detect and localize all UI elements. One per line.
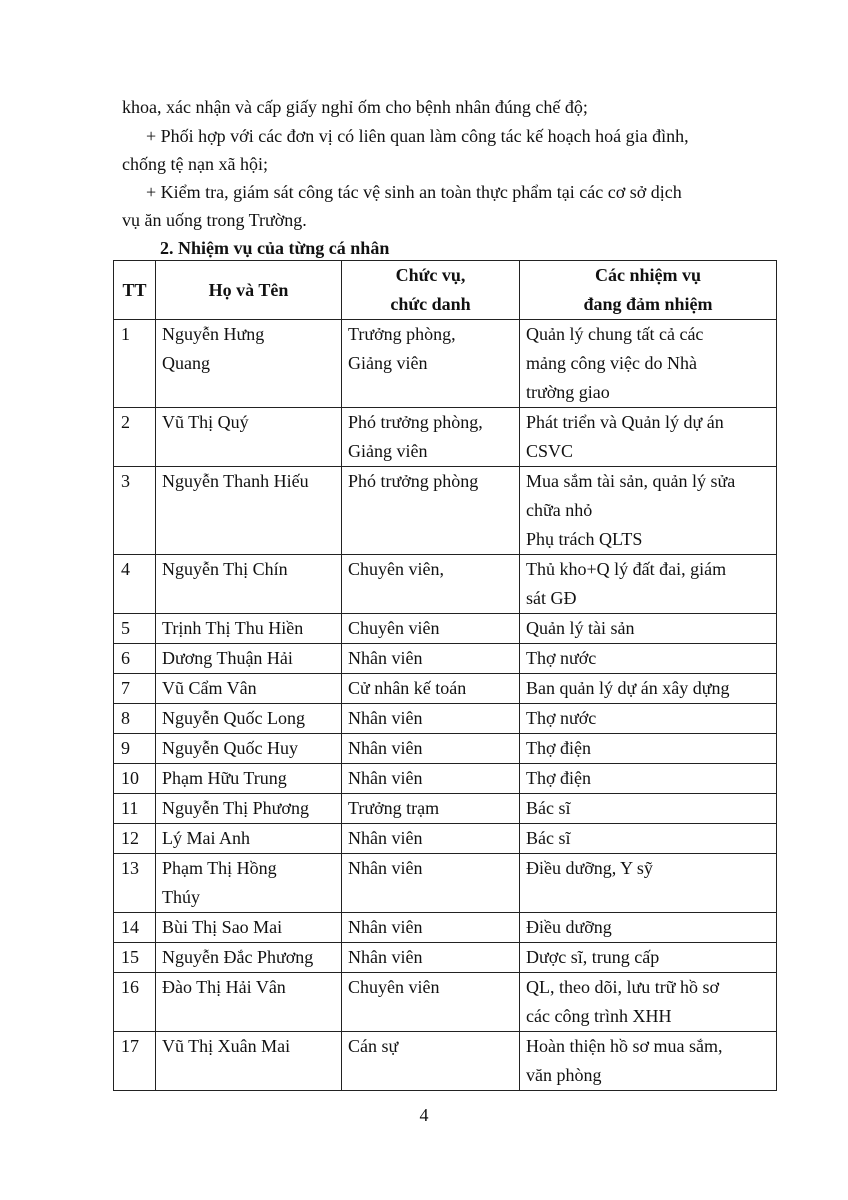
paragraph-line: vụ ăn uống trong Trường. <box>122 210 307 230</box>
staff-position-line: Chuyên viên <box>348 977 440 997</box>
staff-position-line: Nhân viên <box>348 917 423 937</box>
row-number: 15 <box>114 943 156 973</box>
paragraph-line: chống tệ nạn xã hội; <box>122 154 268 174</box>
staff-name-line: Trịnh Thị Thu Hiền <box>162 618 304 638</box>
staff-duty <box>520 824 777 854</box>
staff-position-line: Phó trưởng phòng, <box>348 412 483 432</box>
table-row <box>114 1032 777 1091</box>
staff-name-line: Đào Thị Hải Vân <box>162 977 286 997</box>
staff-duty-line: CSVC <box>526 441 574 461</box>
staff-duty-line: Bác sĩ <box>526 828 571 848</box>
staff-duty-line: Bác sĩ <box>526 798 571 818</box>
staff-duty-line: Dược sĩ, trung cấp <box>526 947 660 967</box>
staff-name-line: Nguyễn Hưng <box>162 324 265 344</box>
staff-name <box>156 943 342 973</box>
staff-position-line: Nhân viên <box>348 708 423 728</box>
staff-name-line: Nguyễn Quốc Long <box>162 708 305 728</box>
staff-duty-line: Quản lý chung tất cả các <box>526 324 704 344</box>
staff-name <box>156 1032 342 1091</box>
staff-position <box>342 943 520 973</box>
table-row <box>114 555 777 614</box>
staff-position <box>342 734 520 764</box>
column-header: TT <box>114 261 156 320</box>
staff-position-line: Chuyên viên <box>348 618 440 638</box>
staff-duty-line: Ban quản lý dự án xây dựng <box>526 678 730 698</box>
table-row <box>114 734 777 764</box>
staff-position-line: Phó trưởng phòng <box>348 471 479 491</box>
row-number: 7 <box>114 674 156 704</box>
staff-position <box>342 408 520 467</box>
staff-name <box>156 555 342 614</box>
staff-duty-line: Thợ nước <box>526 648 597 668</box>
staff-duty-line: Thợ điện <box>526 738 592 758</box>
staff-duty <box>520 913 777 943</box>
column-header: Họ và Tên <box>156 261 342 320</box>
paragraph-line: khoa, xác nhận và cấp giấy nghỉ ốm cho bệnh nhân đúng chế độ; <box>122 97 588 117</box>
staff-name <box>156 794 342 824</box>
table-header-row <box>114 261 777 320</box>
staff-position <box>342 794 520 824</box>
row-number: 3 <box>114 467 156 555</box>
row-number: 11 <box>114 794 156 824</box>
table-row <box>114 674 777 704</box>
staff-duty-line: các công trình XHH <box>526 1006 672 1026</box>
staff-position <box>342 973 520 1032</box>
staff-name-line: Dương Thuận Hải <box>162 648 293 668</box>
staff-position-line: Nhân viên <box>348 858 423 878</box>
staff-name <box>156 734 342 764</box>
staff-position <box>342 320 520 408</box>
staff-duty-line: Thợ nước <box>526 708 597 728</box>
staff-name-line: Nguyễn Thanh Hiếu <box>162 471 309 491</box>
staff-name-line: Quang <box>162 353 210 373</box>
staff-name-line: Phạm Hữu Trung <box>162 768 287 788</box>
column-header: Các nhiệm vụ đang đảm nhiệm <box>520 261 777 320</box>
staff-duty-line: văn phòng <box>526 1065 602 1085</box>
paragraph-line: + Kiểm tra, giám sát công tác vệ sinh an toàn thực phẩm tại các cơ sở dịch <box>146 182 682 202</box>
staff-duty-line: chữa nhỏ <box>526 500 593 520</box>
row-number: 14 <box>114 913 156 943</box>
staff-name <box>156 824 342 854</box>
row-number: 6 <box>114 644 156 674</box>
staff-position-line: Trưởng trạm <box>348 798 440 818</box>
staff-name-line: Nguyễn Quốc Huy <box>162 738 298 758</box>
table-row <box>114 824 777 854</box>
row-number: 10 <box>114 764 156 794</box>
staff-duty <box>520 704 777 734</box>
staff-duty <box>520 555 777 614</box>
staff-position-line: Nhân viên <box>348 828 423 848</box>
staff-position <box>342 764 520 794</box>
table-row <box>114 320 777 408</box>
staff-name <box>156 764 342 794</box>
staff-duty-line: Quản lý tài sản <box>526 618 635 638</box>
staff-position-line: Chuyên viên, <box>348 559 444 579</box>
staff-position <box>342 913 520 943</box>
staff-duty-line: Hoàn thiện hồ sơ mua sắm, <box>526 1036 723 1056</box>
row-number: 8 <box>114 704 156 734</box>
staff-name-line: Thúy <box>162 887 200 907</box>
staff-position-line: Cử nhân kế toán <box>348 678 467 698</box>
staff-position <box>342 467 520 555</box>
staff-name-line: Nguyễn Thị Phương <box>162 798 309 818</box>
staff-name-line: Phạm Thị Hồng <box>162 858 277 878</box>
staff-position-line: Giảng viên <box>348 441 428 461</box>
staff-position <box>342 704 520 734</box>
table-row <box>114 973 777 1032</box>
row-number: 1 <box>114 320 156 408</box>
staff-duty-line: Thợ điện <box>526 768 592 788</box>
staff-duty <box>520 734 777 764</box>
row-number: 9 <box>114 734 156 764</box>
staff-position-line: Nhân viên <box>348 768 423 788</box>
staff-name-line: Vũ Cẩm Vân <box>162 678 257 698</box>
staff-position-line: Nhân viên <box>348 648 423 668</box>
row-number: 4 <box>114 555 156 614</box>
row-number: 17 <box>114 1032 156 1091</box>
staff-name <box>156 674 342 704</box>
staff-position <box>342 674 520 704</box>
staff-duty <box>520 614 777 644</box>
staff-position-line: Nhân viên <box>348 738 423 758</box>
staff-name-line: Bùi Thị Sao Mai <box>162 917 283 937</box>
staff-position <box>342 555 520 614</box>
staff-name <box>156 644 342 674</box>
table-row <box>114 704 777 734</box>
staff-name <box>156 704 342 734</box>
staff-duty <box>520 467 777 555</box>
staff-position-line: Cán sự <box>348 1036 399 1056</box>
staff-duty-line: Phát triển và Quản lý dự án <box>526 412 724 432</box>
staff-name <box>156 408 342 467</box>
staff-duty-line: Điều dưỡng <box>526 917 612 937</box>
table-row <box>114 794 777 824</box>
staff-name-line: Lý Mai Anh <box>162 828 250 848</box>
row-number: 5 <box>114 614 156 644</box>
staff-duty <box>520 674 777 704</box>
staff-position-line: Trưởng phòng, <box>348 324 456 344</box>
row-number: 2 <box>114 408 156 467</box>
staff-name-line: Nguyễn Đắc Phương <box>162 947 314 967</box>
table-row <box>114 467 777 555</box>
staff-name <box>156 973 342 1032</box>
row-number: 16 <box>114 973 156 1032</box>
staff-position <box>342 1032 520 1091</box>
staff-duty <box>520 854 777 913</box>
staff-position <box>342 614 520 644</box>
table-row <box>114 943 777 973</box>
staff-name-line: Vũ Thị Quý <box>162 412 249 432</box>
paragraph-line: + Phối hợp với các đơn vị có liên quan làm công tác kế hoạch hoá gia đình, <box>146 126 689 146</box>
staff-duty <box>520 320 777 408</box>
staff-duty <box>520 943 777 973</box>
table-row <box>114 408 777 467</box>
staff-duty-line: Mua sắm tài sản, quản lý sửa <box>526 471 736 491</box>
page-number: 4 <box>419 1105 429 1125</box>
row-number: 12 <box>114 824 156 854</box>
staff-duty <box>520 794 777 824</box>
staff-name-line: Nguyễn Thị Chín <box>162 559 288 579</box>
staff-duty-line: Phụ trách QLTS <box>526 529 643 549</box>
staff-name <box>156 467 342 555</box>
staff-duty-line: QL, theo dõi, lưu trữ hồ sơ <box>526 977 720 997</box>
staff-duty <box>520 644 777 674</box>
staff-name <box>156 320 342 408</box>
table-row <box>114 764 777 794</box>
column-header: Chức vụ, chức danh <box>342 261 520 320</box>
staff-table <box>113 260 777 1091</box>
staff-position-line: Giảng viên <box>348 353 428 373</box>
table-row <box>114 913 777 943</box>
staff-position-line: Nhân viên <box>348 947 423 967</box>
staff-duty-line: mảng công việc do Nhà <box>526 353 697 373</box>
staff-position <box>342 824 520 854</box>
staff-duty <box>520 764 777 794</box>
table-row <box>114 854 777 913</box>
row-number: 13 <box>114 854 156 913</box>
staff-duty <box>520 408 777 467</box>
staff-duty-line: trường giao <box>526 382 610 402</box>
staff-position <box>342 644 520 674</box>
staff-name <box>156 854 342 913</box>
staff-name <box>156 614 342 644</box>
table-row <box>114 644 777 674</box>
section-heading: 2. Nhiệm vụ của từng cá nhân <box>160 238 390 258</box>
staff-name-line: Vũ Thị Xuân Mai <box>162 1036 291 1056</box>
staff-duty-line: sát GĐ <box>526 588 577 608</box>
staff-duty <box>520 973 777 1032</box>
table-row <box>114 614 777 644</box>
staff-duty-line: Điều dưỡng, Y sỹ <box>526 858 653 878</box>
staff-position <box>342 854 520 913</box>
staff-duty-line: Thủ kho+Q lý đất đai, giám <box>526 559 727 579</box>
staff-name <box>156 913 342 943</box>
staff-duty <box>520 1032 777 1091</box>
